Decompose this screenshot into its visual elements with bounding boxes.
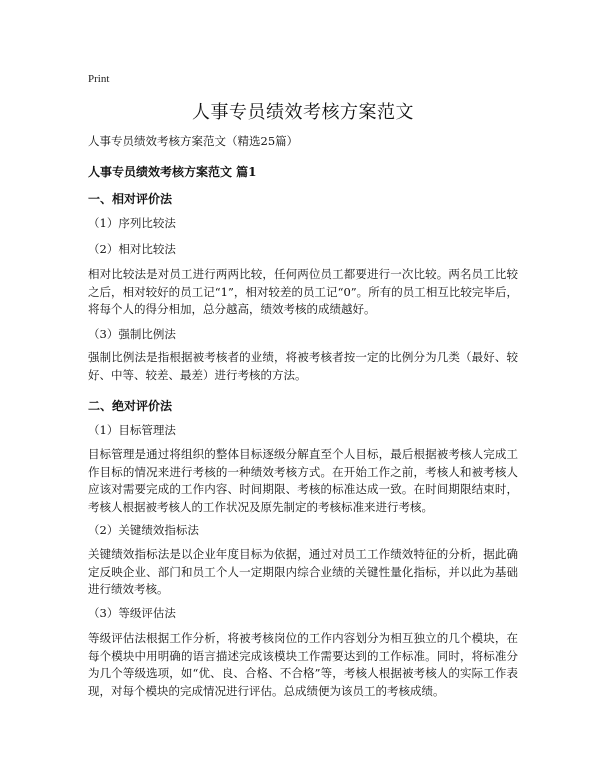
heading-relative-evaluation: 一、相对评价法 [88, 192, 173, 206]
heading-sequence-comparison: （1）序列比较法 [88, 216, 176, 230]
print-link[interactable]: Print [88, 73, 110, 85]
paragraph-kpi: 关键绩效指标法是以企业年度目标为依据，通过对员工工作绩效特征的分析，据此确定反映企业、部门和员工个人一定期限内综合业绩的关键性量化指标，并以此为基础进行绩效考核。 [88, 547, 518, 596]
section-title: 人事专员绩效考核方案范文 篇1 [88, 165, 257, 179]
heading-kpi: （2）关键绩效指标法 [88, 523, 199, 537]
paragraph-objective-management: 目标管理是通过将组织的整体目标逐级分解直至个人目标，最后根据被考核人完成工作目标的情况来进行考核的一种绩效考核方式。在开始工作之前，考核人和被考核人应该对需要完成的工作内容、时间期限、考核的标准达成一致。在时间期限结束时，考核人根据被考核人的工作状况及原先制定的考核标准来进行考核。 [88, 447, 518, 514]
paragraph-forced-ratio: 强制比例法是指根据被考核者的业绩，将被考核者按一定的比例分为几类（最好、较好、中等、较差、最差）进行考核的方法。 [88, 350, 518, 382]
heading-relative-comparison: （2）相对比较法 [88, 242, 176, 256]
heading-absolute-evaluation: 二、绝对评价法 [88, 399, 173, 413]
page-title: 人事专员绩效考核方案范文 [192, 102, 414, 123]
heading-forced-ratio: （3）强制比例法 [88, 327, 176, 341]
heading-objective-management: （1）目标管理法 [88, 423, 176, 437]
document-subtitle: 人事专员绩效考核方案范文（精选25篇） [88, 134, 299, 148]
paragraph-relative-comparison: 相对比较法是对员工进行两两比较，任何两位员工都要进行一次比较。两名员工比较之后，相对较好的员工记“1”，相对较差的员工记“0”。所有的员工相互比较完毕后，将每个人的得分相加，总分越高，绩效考核的成绩越好。 [88, 267, 518, 316]
paragraph-grade-evaluation: 等级评估法根据工作分析，将被考核岗位的工作内容划分为相互独立的几个模块，在每个模块中用明确的语言描述完成该模块工作需要达到的工作标准。同时，将标准分为几个等级选项，如“优、良、合格、不合格”等，考核人根据被考核人的实际工作表现，对每个模块的完成情况进行评估。总成绩便为该员工的考核成绩。 [88, 631, 518, 698]
heading-grade-evaluation: （3）等级评估法 [88, 606, 176, 620]
